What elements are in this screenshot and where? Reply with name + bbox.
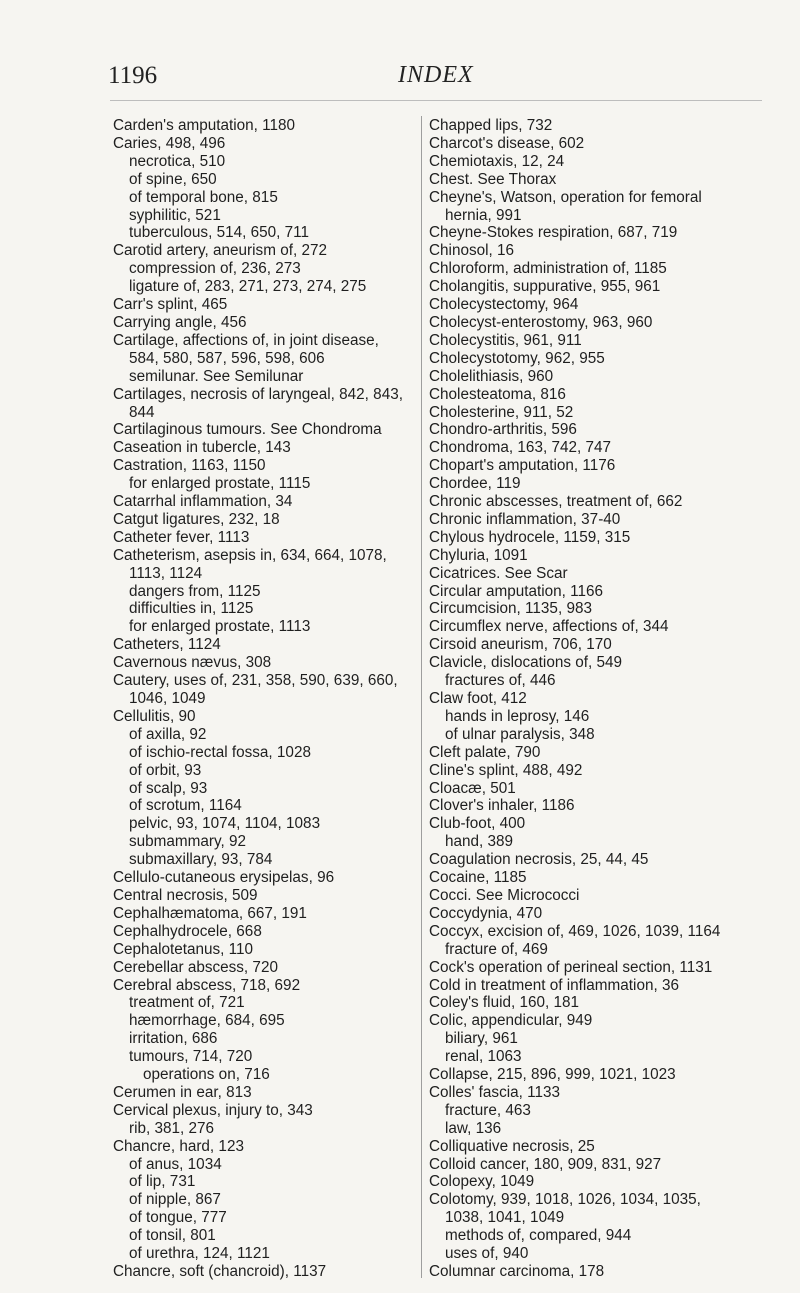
index-entry: Cock's operation of perineal section, 1131: [429, 958, 713, 976]
index-entry: Catheter fever, 1113: [113, 528, 250, 546]
index-entry: Cocci. See Micrococci: [429, 886, 580, 904]
index-entry: Cartilage, affections of, in joint disease,: [113, 331, 379, 349]
index-subentry: syphilitic, 521: [129, 206, 221, 224]
index-entry: Collapse, 215, 896, 999, 1021, 1023: [429, 1066, 676, 1084]
index-subentry: renal, 1063: [445, 1048, 522, 1066]
index-subentry: of temporal bone, 815: [129, 188, 278, 206]
index-entry: Cheyne's, Watson, operation for femoral: [429, 188, 702, 206]
index-subentry: necrotica, 510: [129, 152, 226, 170]
index-subentry: submammary, 92: [129, 833, 247, 851]
index-entry: Chronic abscesses, treatment of, 662: [429, 493, 683, 511]
index-subentry: hæmorrhage, 684, 695: [129, 1012, 285, 1030]
index-entry: Caseation in tubercle, 143: [113, 439, 291, 457]
index-entry: Chapped lips, 732: [429, 117, 553, 134]
index-entry: Cline's splint, 488, 492: [429, 761, 583, 779]
index-subentry: law, 136: [445, 1119, 502, 1137]
index-subentry: fracture of, 469: [445, 940, 548, 958]
index-subentry: of axilla, 92: [129, 725, 207, 743]
index-subentry: hand, 389: [445, 833, 514, 851]
index-entry: Cirsoid aneurism, 706, 170: [429, 636, 612, 654]
index-entry: Chancre, soft (chancroid), 1137: [113, 1263, 327, 1280]
index-subentry: of orbit, 93: [129, 761, 202, 779]
index-entry: Cholecystectomy, 964: [429, 296, 579, 314]
index-entry: Columnar carcinoma, 178: [429, 1263, 605, 1280]
index-entry: Clover's inhaler, 1186: [429, 797, 575, 815]
index-entry: Club-foot, 400: [429, 815, 526, 833]
index-entry: Cholangitis, suppurative, 955, 961: [429, 278, 661, 296]
index-subentry: of ulnar paralysis, 348: [445, 725, 595, 743]
index-entry: Colles' fascia, 1133: [429, 1083, 561, 1101]
index-subentry: fractures of, 446: [445, 672, 556, 690]
index-subentry: 584, 580, 587, 596, 598, 606: [129, 349, 325, 367]
index-subentry: difficulties in, 1125: [129, 600, 254, 618]
index-entry: Catarrhal inflammation, 34: [113, 493, 293, 511]
index-subentry: of lip, 731: [129, 1173, 196, 1191]
index-subentry: operations on, 716: [143, 1066, 270, 1084]
index-subentry: of scrotum, 1164: [129, 797, 242, 815]
index-subentry: submaxillary, 93, 784: [129, 851, 273, 869]
page-number: 1196: [108, 62, 158, 89]
index-subentry: hernia, 991: [445, 206, 522, 224]
index-entry: Chloroform, administration of, 1185: [429, 260, 667, 278]
index-entry: Colic, appendicular, 949: [429, 1012, 593, 1030]
index-entry: Chinosol, 16: [429, 242, 515, 260]
index-subentry: of spine, 650: [129, 170, 217, 188]
index-entry: Coccydynia, 470: [429, 904, 543, 922]
index-entry: Circumflex nerve, affections of, 344: [429, 618, 669, 636]
index-entry: Chordee, 119: [429, 475, 521, 493]
index-entry: Chancre, hard, 123: [113, 1137, 244, 1155]
index-entry: Cicatrices. See Scar: [429, 564, 568, 582]
index-subentry: 844: [129, 403, 155, 421]
index-entry: Catgut ligatures, 232, 18: [113, 510, 280, 528]
index-subentry: for enlarged prostate, 1113: [129, 618, 311, 636]
left-index-column: [113, 117, 433, 1281]
index-entry: Cholecyst-enterostomy, 963, 960: [429, 313, 653, 331]
index-entry: Central necrosis, 509: [113, 886, 258, 904]
index-entry: Carr's splint, 465: [113, 296, 228, 314]
index-subentry: fracture, 463: [445, 1101, 531, 1119]
index-entry: Chest. See Thorax: [429, 170, 557, 188]
index-subentry: of nipple, 867: [129, 1191, 221, 1209]
index-entry: Cleft palate, 790: [429, 743, 541, 761]
index-subentry: of tonsil, 801: [129, 1227, 216, 1245]
index-entry: Colopexy, 1049: [429, 1173, 535, 1191]
index-subentry: 1038, 1041, 1049: [445, 1209, 565, 1227]
index-subentry: for enlarged prostate, 1115: [129, 475, 311, 493]
index-entry: Cholelithiasis, 960: [429, 367, 554, 385]
index-entry: Cavernous nævus, 308: [113, 654, 272, 672]
page-title: INDEX: [398, 62, 474, 88]
index-entry: Cholecystitis, 961, 911: [429, 331, 582, 349]
index-subentry: tumours, 714, 720: [129, 1048, 253, 1066]
index-entry: Cholesteatoma, 816: [429, 385, 566, 403]
index-entry: Carotid artery, aneurism of, 272: [113, 242, 327, 260]
index-subentry: of tongue, 777: [129, 1209, 227, 1227]
index-entry: Cephalotetanus, 110: [113, 940, 254, 958]
index-subentry: tuberculous, 514, 650, 711: [129, 224, 310, 242]
index-entry: Cloacæ, 501: [429, 779, 516, 797]
index-entry: Chyluria, 1091: [429, 546, 528, 564]
index-entry: Cellulitis, 90: [113, 707, 196, 725]
index-subentry: of ischio-rectal fossa, 1028: [129, 743, 311, 761]
index-entry: Cephalhæmatoma, 667, 191: [113, 904, 307, 922]
index-subentry: of urethra, 124, 1121: [129, 1245, 270, 1263]
index-subentry: of scalp, 93: [129, 779, 208, 797]
index-entry: Chemiotaxis, 12, 24: [429, 152, 565, 170]
index-subentry: compression of, 236, 273: [129, 260, 301, 278]
index-entry: Colliquative necrosis, 25: [429, 1137, 595, 1155]
index-entry: Cartilages, necrosis of laryngeal, 842, 843,: [113, 385, 403, 403]
index-entry: Chondroma, 163, 742, 747: [429, 439, 611, 457]
index-entry: Circular amputation, 1166: [429, 582, 604, 600]
index-entry: Cerebral abscess, 718, 692: [113, 976, 301, 994]
index-subentry: uses of, 940: [445, 1245, 529, 1263]
index-entry: Castration, 1163, 1150: [113, 457, 266, 475]
index-entry: Cheyne-Stokes respiration, 687, 719: [429, 224, 678, 242]
index-entry: Carden's amputation, 1180: [113, 117, 296, 134]
index-entry: Clavicle, dislocations of, 549: [429, 654, 623, 672]
index-subentry: pelvic, 93, 1074, 1104, 1083: [129, 815, 321, 833]
index-entry: Colloid cancer, 180, 909, 831, 927: [429, 1155, 662, 1173]
index-subentry: treatment of, 721: [129, 994, 245, 1012]
header-rule: [110, 100, 762, 101]
index-entry: Caries, 498, 496: [113, 134, 226, 152]
index-entry: Cephalhydrocele, 668: [113, 922, 262, 940]
index-subentry: 1113, 1124: [129, 564, 203, 582]
index-entry: Coley's fluid, 160, 181: [429, 994, 580, 1012]
index-entry: Coagulation necrosis, 25, 44, 45: [429, 851, 649, 869]
index-entry: Colotomy, 939, 1018, 1026, 1034, 1035,: [429, 1191, 701, 1209]
index-subentry: hands in leprosy, 146: [445, 707, 590, 725]
index-entry: Chondro-arthritis, 596: [429, 421, 577, 439]
right-index-column: [429, 117, 749, 1281]
index-entry: Cerebellar abscess, 720: [113, 958, 278, 976]
index-entry: Cholecystotomy, 962, 955: [429, 349, 605, 367]
index-entry: Cold in treatment of inflammation, 36: [429, 976, 679, 994]
index-subentry: ligature of, 283, 271, 273, 274, 275: [129, 278, 367, 296]
index-entry: Claw foot, 412: [429, 690, 527, 707]
index-subentry: biliary, 961: [445, 1030, 518, 1048]
index-subentry: dangers from, 1125: [129, 582, 261, 600]
index-entry: Chylous hydrocele, 1159, 315: [429, 528, 631, 546]
index-entry: Cervical plexus, injury to, 343: [113, 1101, 313, 1119]
index-subentry: 1046, 1049: [129, 690, 206, 707]
index-entry: Cerumen in ear, 813: [113, 1083, 252, 1101]
index-subentry: rib, 381, 276: [129, 1119, 215, 1137]
index-entry: Charcot's disease, 602: [429, 134, 585, 152]
index-subentry: of anus, 1034: [129, 1155, 222, 1173]
index-subentry: irritation, 686: [129, 1030, 218, 1048]
index-entry: Carrying angle, 456: [113, 313, 247, 331]
column-divider: [421, 116, 422, 1278]
index-entry: Coccyx, excision of, 469, 1026, 1039, 1164: [429, 922, 721, 940]
index-entry: Cocaine, 1185: [429, 869, 527, 887]
index-entry: Catheters, 1124: [113, 636, 221, 654]
index-entry: Catheterism, asepsis in, 634, 664, 1078,: [113, 546, 387, 564]
index-entry: Cholesterine, 911, 52: [429, 403, 574, 421]
index-subentry: semilunar. See Semilunar: [129, 367, 304, 385]
index-entry: Cartilaginous tumours. See Chondroma: [113, 421, 382, 439]
index-subentry: methods of, compared, 944: [445, 1227, 632, 1245]
index-entry: Cellulo-cutaneous erysipelas, 96: [113, 869, 335, 887]
index-entry: Circumcision, 1135, 983: [429, 600, 592, 618]
index-entry: Chopart's amputation, 1176: [429, 457, 616, 475]
index-entry: Cautery, uses of, 231, 358, 590, 639, 660,: [113, 672, 398, 690]
page-header: [108, 62, 758, 102]
index-entry: Chronic inflammation, 37-40: [429, 510, 621, 528]
